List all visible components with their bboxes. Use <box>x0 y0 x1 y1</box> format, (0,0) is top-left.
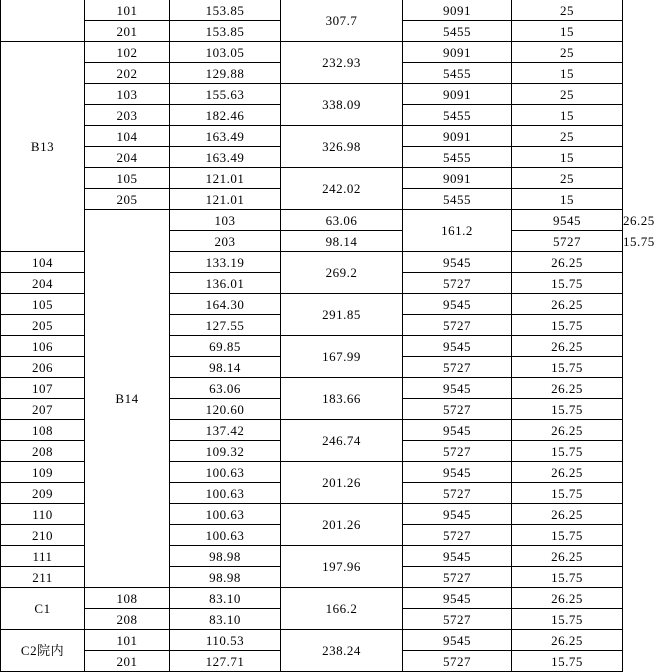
group-cell: B14 <box>85 210 170 588</box>
area-cell: 155.63 <box>170 84 281 105</box>
rate-cell: 5727 <box>403 399 512 420</box>
room-cell: 209 <box>1 483 85 504</box>
room-cell: 104 <box>85 126 170 147</box>
fee-cell: 25 <box>512 126 623 147</box>
area-cell: 103.05 <box>170 42 281 63</box>
room-cell: 108 <box>1 420 85 441</box>
area-cell: 182.46 <box>170 105 281 126</box>
rate-cell: 9091 <box>403 126 512 147</box>
room-cell: 210 <box>1 525 85 546</box>
area-cell: 83.10 <box>170 588 281 609</box>
area-cell: 98.98 <box>170 567 281 588</box>
room-cell: 211 <box>1 567 85 588</box>
table-row <box>1 42 623 63</box>
room-cell: 205 <box>85 189 170 210</box>
rate-cell: 9545 <box>403 546 512 567</box>
room-cell: 103 <box>170 210 281 231</box>
room-cell: 105 <box>85 168 170 189</box>
rate-cell: 9545 <box>403 420 512 441</box>
rate-cell: 9091 <box>403 168 512 189</box>
table-row <box>1 588 623 609</box>
fee-cell: 15.75 <box>512 399 623 420</box>
table-row: 203 98.14 5727 15.75 <box>1 231 623 252</box>
area-cell: 100.63 <box>170 525 281 546</box>
room-cell: 101 <box>85 630 170 651</box>
room-cell: 104 <box>1 252 85 273</box>
area-cell: 163.49 <box>170 126 281 147</box>
area-cell: 100.63 <box>170 462 281 483</box>
rate-cell: 5455 <box>403 189 512 210</box>
rate-cell: 9091 <box>403 0 512 21</box>
rate-cell: 5727 <box>512 231 623 252</box>
area-cell: 129.88 <box>170 63 281 84</box>
room-cell: 205 <box>1 315 85 336</box>
fee-cell: 15.75 <box>512 609 623 630</box>
total-area-cell: 167.99 <box>281 336 403 378</box>
group-cell <box>1 0 85 42</box>
total-area-cell: 307.7 <box>281 0 403 42</box>
rate-cell: 9091 <box>403 42 512 63</box>
fee-cell: 26.25 <box>512 336 623 357</box>
rate-cell: 5455 <box>403 105 512 126</box>
rate-cell: 5727 <box>403 567 512 588</box>
fee-cell: 26.25 <box>512 252 623 273</box>
fee-cell: 15.75 <box>512 357 623 378</box>
room-cell: 208 <box>1 441 85 462</box>
area-cell: 100.63 <box>170 483 281 504</box>
table-row <box>1 630 623 651</box>
table-row <box>1 0 623 21</box>
rate-cell: 5727 <box>403 441 512 462</box>
area-cell: 133.19 <box>170 252 281 273</box>
fee-cell: 15 <box>512 63 623 84</box>
area-cell: 127.55 <box>170 315 281 336</box>
total-area-cell: 291.85 <box>281 294 403 336</box>
area-cell: 120.60 <box>170 399 281 420</box>
total-area-cell: 183.66 <box>281 378 403 420</box>
rate-cell: 9545 <box>403 462 512 483</box>
area-cell: 121.01 <box>170 168 281 189</box>
table-body <box>1 0 655 672</box>
table-row <box>1 84 623 105</box>
rate-cell: 9545 <box>403 378 512 399</box>
fee-cell: 25 <box>512 84 623 105</box>
room-cell: 102 <box>85 42 170 63</box>
rate-cell: 9545 <box>403 294 512 315</box>
fee-cell: 25 <box>512 42 623 63</box>
rate-cell: 5727 <box>403 651 512 672</box>
room-cell: 203 <box>170 231 281 252</box>
fee-cell: 26.25 <box>512 546 623 567</box>
fee-cell: 15.75 <box>512 483 623 504</box>
room-cell: 107 <box>1 378 85 399</box>
room-cell: 208 <box>85 609 170 630</box>
room-cell: 202 <box>85 63 170 84</box>
fee-cell: 26.25 <box>512 420 623 441</box>
room-cell: 204 <box>85 147 170 168</box>
total-area-cell: 242.02 <box>281 168 403 210</box>
area-cell: 100.63 <box>170 504 281 525</box>
rate-cell: 9545 <box>403 252 512 273</box>
group-cell: B13 <box>1 42 85 252</box>
area-cell: 98.14 <box>170 357 281 378</box>
fee-cell: 26.25 <box>512 588 623 609</box>
area-cell: 83.10 <box>170 609 281 630</box>
total-area-cell: 269.2 <box>281 252 403 294</box>
area-cell: 136.01 <box>170 273 281 294</box>
rate-cell: 5727 <box>403 609 512 630</box>
rate-cell: 9545 <box>403 630 512 651</box>
room-cell: 106 <box>1 336 85 357</box>
area-cell: 69.85 <box>170 336 281 357</box>
total-area-cell: 238.24 <box>281 630 403 672</box>
fee-cell: 15 <box>512 147 623 168</box>
total-area-cell: 166.2 <box>281 588 403 630</box>
total-area-cell: 232.93 <box>281 42 403 84</box>
group-cell: C2院内 <box>1 630 85 672</box>
table-row <box>1 168 623 189</box>
rate-cell: 5727 <box>403 525 512 546</box>
total-area-cell: 338.09 <box>281 84 403 126</box>
room-cell: 201 <box>85 651 170 672</box>
fee-cell: 26.25 <box>512 378 623 399</box>
area-cell: 98.98 <box>170 546 281 567</box>
fee-cell: 26.25 <box>512 462 623 483</box>
total-area-cell: 201.26 <box>281 504 403 546</box>
rate-cell: 5727 <box>403 273 512 294</box>
area-cell: 98.14 <box>281 231 403 252</box>
room-cell: 110 <box>1 504 85 525</box>
fee-cell: 26.25 <box>512 294 623 315</box>
room-cell: 105 <box>1 294 85 315</box>
rate-cell: 5727 <box>403 483 512 504</box>
rate-cell: 9545 <box>512 210 623 231</box>
room-cell: 207 <box>1 399 85 420</box>
rate-cell: 9545 <box>403 504 512 525</box>
room-cell: 109 <box>1 462 85 483</box>
rate-cell: 9091 <box>403 84 512 105</box>
area-cell: 164.30 <box>170 294 281 315</box>
total-area-cell: 201.26 <box>281 462 403 504</box>
fee-cell: 15.75 <box>512 315 623 336</box>
room-cell: 203 <box>85 105 170 126</box>
total-area-cell: 326.98 <box>281 126 403 168</box>
group-cell: C1 <box>1 588 85 630</box>
fee-cell: 26.25 <box>512 504 623 525</box>
fee-cell: 25 <box>512 168 623 189</box>
room-cell: 201 <box>85 21 170 42</box>
area-cell: 137.42 <box>170 420 281 441</box>
room-cell: 206 <box>1 357 85 378</box>
area-cell: 127.71 <box>170 651 281 672</box>
fee-cell: 15.75 <box>512 567 623 588</box>
table-row <box>1 126 623 147</box>
fee-cell: 15 <box>512 21 623 42</box>
fee-cell: 15 <box>512 105 623 126</box>
total-area-cell: 197.96 <box>281 546 403 588</box>
fee-cell: 15 <box>512 189 623 210</box>
fee-cell: 26.25 <box>512 630 623 651</box>
rate-cell: 5455 <box>403 147 512 168</box>
table-row: B14 103 63.06 161.2 9545 26.25 <box>1 210 623 231</box>
fee-cell: 15.75 <box>512 273 623 294</box>
rate-cell: 5455 <box>403 63 512 84</box>
total-area-cell: 246.74 <box>281 420 403 462</box>
area-cell: 153.85 <box>170 21 281 42</box>
room-cell: 204 <box>1 273 85 294</box>
area-cell: 109.32 <box>170 441 281 462</box>
room-cell: 111 <box>1 546 85 567</box>
room-cell: 101 <box>85 0 170 21</box>
fee-cell: 15.75 <box>512 651 623 672</box>
fee-cell: 15.75 <box>512 441 623 462</box>
room-cell: 108 <box>85 588 170 609</box>
total-area-cell: 161.2 <box>403 210 512 252</box>
area-cell: 63.06 <box>281 210 403 231</box>
area-cell: 153.85 <box>170 0 281 21</box>
rate-cell: 5727 <box>403 315 512 336</box>
room-cell: 103 <box>85 84 170 105</box>
area-cell: 110.53 <box>170 630 281 651</box>
rate-cell: 9545 <box>403 588 512 609</box>
area-cell: 121.01 <box>170 189 281 210</box>
fee-cell: 25 <box>512 0 623 21</box>
fee-cell: 15.75 <box>512 525 623 546</box>
rate-cell: 5455 <box>403 21 512 42</box>
rate-cell: 5727 <box>403 357 512 378</box>
area-cell: 163.49 <box>170 147 281 168</box>
area-cell: 63.06 <box>170 378 281 399</box>
rate-cell: 9545 <box>403 336 512 357</box>
